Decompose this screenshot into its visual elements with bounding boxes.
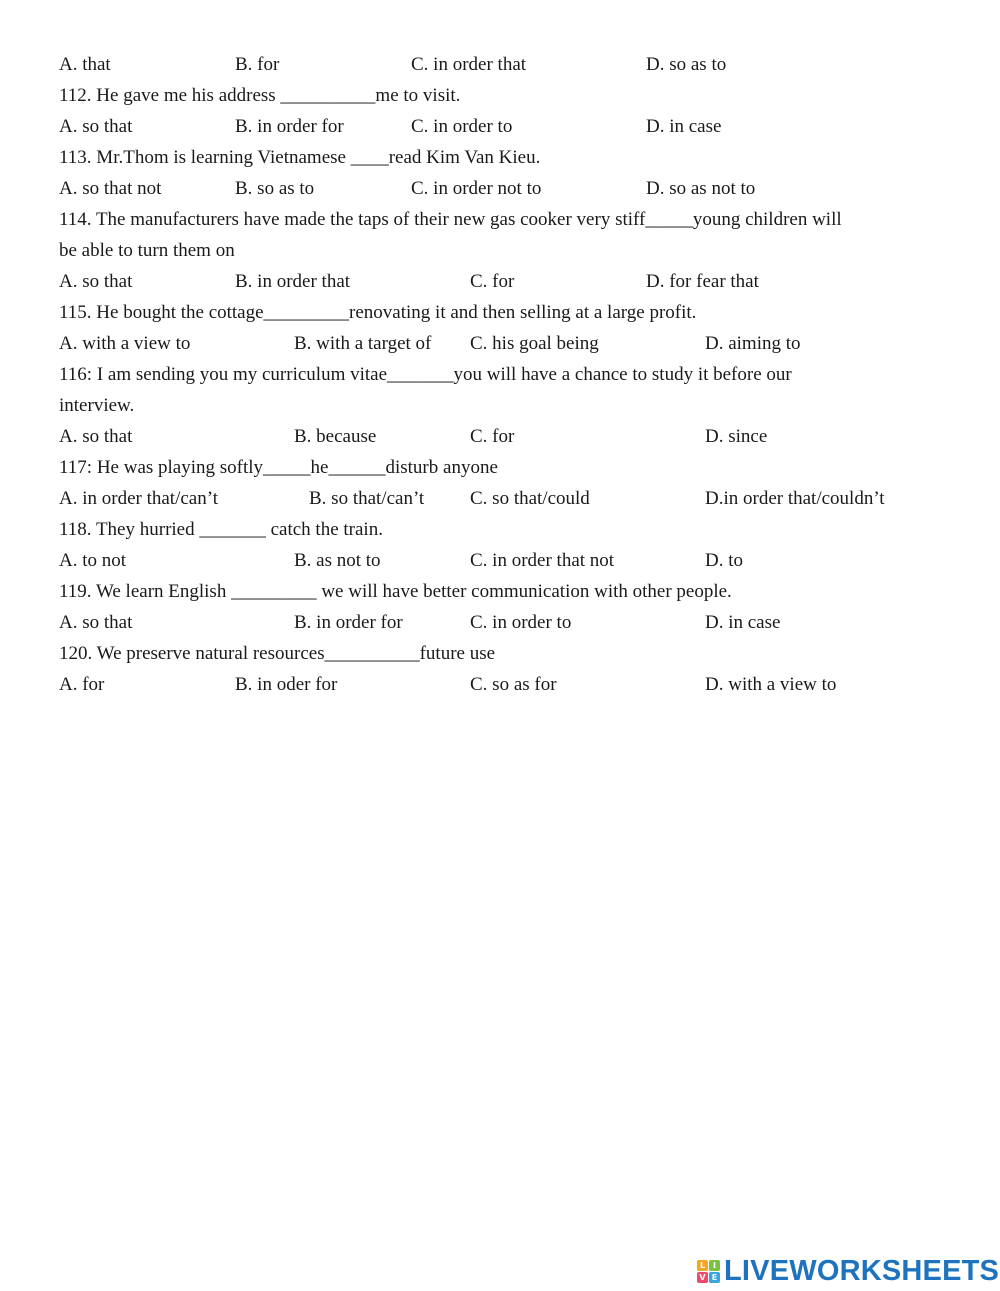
question-115: 115. He bought the cottage_________renovating it and then selling at a large profit. bbox=[59, 302, 697, 323]
option-a[interactable]: A. so that bbox=[59, 612, 133, 633]
logo-blocks-icon bbox=[697, 1260, 720, 1283]
option-d[interactable]: D. for fear that bbox=[646, 271, 759, 292]
option-a[interactable]: A. so that bbox=[59, 116, 133, 137]
option-d[interactable]: D.in order that/couldn’t bbox=[705, 488, 885, 509]
question-113: 113. Mr.Thom is learning Vietnamese ____read Kim Van Kieu. bbox=[59, 147, 541, 168]
option-a[interactable]: A. so that bbox=[59, 426, 133, 447]
option-d[interactable]: D. to bbox=[705, 550, 743, 571]
liveworksheets-logo bbox=[697, 1254, 999, 1288]
option-d[interactable]: D. in case bbox=[705, 612, 781, 633]
question-119: 119. We learn English _________ we will have better communication with other people. bbox=[59, 581, 732, 602]
question-117: 117: He was playing softly_____he______disturb anyone bbox=[59, 457, 498, 478]
option-c[interactable]: C. in order not to bbox=[411, 178, 542, 199]
question-118: 118. They hurried _______ catch the train. bbox=[59, 519, 383, 540]
option-c[interactable]: C. so as for bbox=[470, 674, 557, 695]
option-d[interactable]: D. with a view to bbox=[705, 674, 837, 695]
option-d[interactable]: D. so as to bbox=[646, 54, 727, 75]
option-c[interactable]: C. in order to bbox=[411, 116, 513, 137]
option-c[interactable]: C. in order to bbox=[470, 612, 572, 633]
logo-block-e: E bbox=[709, 1272, 720, 1283]
question-116: 116: I am sending you my curriculum vitae_______you will have a chance to study it before our bbox=[59, 364, 792, 385]
question-114-continued: be able to turn them on bbox=[59, 240, 235, 261]
option-c[interactable]: C. for bbox=[470, 426, 515, 447]
option-b[interactable]: B. in order that bbox=[235, 271, 351, 292]
question-112: 112. He gave me his address __________me to visit. bbox=[59, 85, 461, 106]
option-a[interactable]: A. in order that/can’t bbox=[59, 488, 218, 509]
option-b[interactable]: B. so as to bbox=[235, 178, 315, 199]
option-a[interactable]: A. so that not bbox=[59, 178, 162, 199]
option-b[interactable]: B. in oder for bbox=[235, 674, 338, 695]
option-b[interactable]: B. in order for bbox=[235, 116, 344, 137]
option-d[interactable]: D. in case bbox=[646, 116, 722, 137]
logo-block-i: I bbox=[709, 1260, 720, 1271]
option-d[interactable]: D. aiming to bbox=[705, 333, 801, 354]
option-b[interactable]: B. with a target of bbox=[294, 333, 432, 354]
logo-block-l: L bbox=[697, 1260, 708, 1271]
option-b[interactable]: B. as not to bbox=[294, 550, 381, 571]
logo-text: LIVEWORKSHEETS bbox=[724, 1254, 1000, 1287]
option-b[interactable]: B. so that/can’t bbox=[309, 488, 425, 509]
option-b[interactable]: B. because bbox=[294, 426, 377, 447]
option-c[interactable]: C. in order that not bbox=[470, 550, 615, 571]
logo-block-v: V bbox=[697, 1272, 708, 1283]
question-114: 114. The manufacturers have made the taps of their new gas cooker very stiff_____young children will bbox=[59, 209, 842, 230]
question-120: 120. We preserve natural resources__________future use bbox=[59, 643, 496, 664]
option-a[interactable]: A. for bbox=[59, 674, 105, 695]
option-c[interactable]: C. his goal being bbox=[470, 333, 599, 354]
option-c[interactable]: C. in order that bbox=[411, 54, 527, 75]
option-c[interactable]: C. so that/could bbox=[470, 488, 590, 509]
option-a[interactable]: A. that bbox=[59, 54, 111, 75]
option-a[interactable]: A. with a view to bbox=[59, 333, 191, 354]
option-c[interactable]: C. for bbox=[470, 271, 515, 292]
option-a[interactable]: A. so that bbox=[59, 271, 133, 292]
option-d[interactable]: D. so as not to bbox=[646, 178, 756, 199]
option-b[interactable]: B. for bbox=[235, 54, 280, 75]
option-d[interactable]: D. since bbox=[705, 426, 768, 447]
option-b[interactable]: B. in order for bbox=[294, 612, 403, 633]
question-116-continued: interview. bbox=[59, 395, 135, 416]
option-a[interactable]: A. to not bbox=[59, 550, 127, 571]
